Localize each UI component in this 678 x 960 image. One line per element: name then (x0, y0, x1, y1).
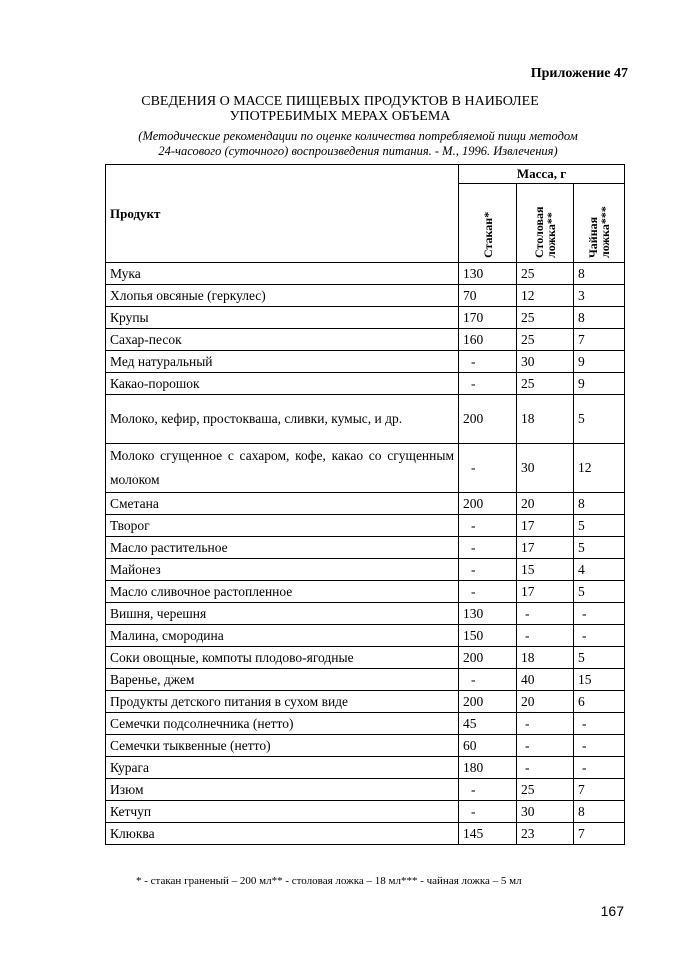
table-row (106, 801, 625, 823)
product-name-cell: Масло растительное (106, 537, 459, 559)
teaspoon-mass-cell: 8 (574, 493, 625, 515)
table-row (106, 713, 625, 735)
teaspoon-mass-cell: - (574, 757, 625, 779)
product-name-cell: Майонез (106, 559, 459, 581)
tablespoon-mass-cell: 23 (517, 823, 574, 845)
header-glass-label: Стакан* (480, 211, 495, 258)
teaspoon-mass-cell: 8 (574, 801, 625, 823)
teaspoon-mass-cell: 7 (574, 329, 625, 351)
glass-mass-cell: 145 (459, 823, 517, 845)
glass-mass-cell: 70 (459, 285, 517, 307)
tablespoon-mass-cell: - (517, 603, 574, 625)
product-name-cell: Продукты детского питания в сухом виде (106, 691, 459, 713)
glass-mass-cell: 45 (459, 713, 517, 735)
header-product: Продукт (106, 165, 459, 263)
glass-mass-cell: 200 (459, 647, 517, 669)
glass-mass-cell: - (459, 515, 517, 537)
table-body (106, 263, 625, 845)
document-title (80, 94, 600, 124)
teaspoon-mass-cell: 5 (574, 537, 625, 559)
tablespoon-mass-cell: 17 (517, 537, 574, 559)
glass-mass-cell: 180 (459, 757, 517, 779)
product-name-cell: Молоко сгущенное с сахаром, кофе, какао со сгущенным молоком (106, 444, 459, 493)
product-name-cell: Масло сливочное растопленное (106, 581, 459, 603)
food-mass-table (105, 164, 625, 845)
glass-mass-cell: - (459, 801, 517, 823)
header-tablespoon-line-2: ложка** (544, 212, 558, 258)
tablespoon-mass-cell: 25 (517, 329, 574, 351)
glass-mass-cell: - (459, 669, 517, 691)
table-row (106, 307, 625, 329)
tablespoon-mass-cell: 18 (517, 395, 574, 444)
product-name-cell: Творог (106, 515, 459, 537)
teaspoon-mass-cell: 7 (574, 779, 625, 801)
teaspoon-mass-cell: 8 (574, 307, 625, 329)
tablespoon-mass-cell: 12 (517, 285, 574, 307)
tablespoon-mass-cell: 25 (517, 779, 574, 801)
glass-mass-cell: 200 (459, 493, 517, 515)
glass-mass-cell: 130 (459, 263, 517, 285)
tablespoon-mass-cell: 30 (517, 444, 574, 493)
header-mass: Масса, г (459, 165, 625, 184)
teaspoon-mass-cell: 5 (574, 581, 625, 603)
product-name-cell: Семечки тыквенные (нетто) (106, 735, 459, 757)
header-teaspoon-line-1: Чайная (586, 216, 600, 258)
table-row (106, 647, 625, 669)
tablespoon-mass-cell: 17 (517, 581, 574, 603)
teaspoon-mass-cell: 3 (574, 285, 625, 307)
appendix-label: Приложение 47 (530, 66, 628, 81)
table-row (106, 625, 625, 647)
header-glass (459, 184, 517, 263)
glass-mass-cell: 200 (459, 395, 517, 444)
tablespoon-mass-cell: - (517, 713, 574, 735)
table-row (106, 757, 625, 779)
title-line-2: УПОТРЕБИМЫХ МЕРАХ ОБЪЕМА (229, 109, 451, 124)
glass-mass-cell: - (459, 581, 517, 603)
teaspoon-mass-cell: 8 (574, 263, 625, 285)
tablespoon-mass-cell: 17 (517, 515, 574, 537)
table-row (106, 779, 625, 801)
teaspoon-mass-cell: - (574, 625, 625, 647)
subtitle-line-2: 24-часового (суточного) воспроизведения питания. - М., 1996. Извлечения) (158, 144, 558, 158)
glass-mass-cell: 60 (459, 735, 517, 757)
table-row (106, 735, 625, 757)
header-teaspoon (574, 184, 625, 263)
product-name-cell: Клюква (106, 823, 459, 845)
teaspoon-mass-cell: 5 (574, 647, 625, 669)
teaspoon-mass-cell: 4 (574, 559, 625, 581)
tablespoon-mass-cell: 40 (517, 669, 574, 691)
tablespoon-mass-cell: - (517, 735, 574, 757)
product-name-cell: Мука (106, 263, 459, 285)
product-name-cell: Семечки подсолнечника (нетто) (106, 713, 459, 735)
glass-mass-cell: - (459, 373, 517, 395)
subtitle-line-1: (Методические рекомендации по оценке количества потребляемой пищи методом (138, 129, 578, 143)
table-row (106, 263, 625, 285)
glass-mass-cell: 170 (459, 307, 517, 329)
page-number: 167 (600, 903, 624, 919)
glass-mass-cell: - (459, 537, 517, 559)
table-row (106, 395, 625, 444)
table-row (106, 537, 625, 559)
table-row (106, 493, 625, 515)
teaspoon-mass-cell: 5 (574, 515, 625, 537)
tablespoon-mass-cell: 20 (517, 691, 574, 713)
teaspoon-mass-cell: 15 (574, 669, 625, 691)
glass-mass-cell: 200 (459, 691, 517, 713)
header-tablespoon-line-1: Столовая (532, 206, 546, 258)
table-row (106, 669, 625, 691)
product-name-cell: Мед натуральный (106, 351, 459, 373)
product-name-cell: Хлопья овсяные (геркулес) (106, 285, 459, 307)
glass-mass-cell: 160 (459, 329, 517, 351)
tablespoon-mass-cell: 25 (517, 307, 574, 329)
table-row (106, 581, 625, 603)
product-name-cell: Сметана (106, 493, 459, 515)
footnote: * - стакан граненый – 200 мл** - столовая ложка – 18 мл*** - чайная ложка – 5 мл (136, 875, 522, 887)
glass-mass-cell: - (459, 559, 517, 581)
glass-mass-cell: - (459, 444, 517, 493)
product-name-cell: Малина, смородина (106, 625, 459, 647)
product-name-cell: Какао-порошок (106, 373, 459, 395)
table-row (106, 351, 625, 373)
glass-mass-cell: 150 (459, 625, 517, 647)
tablespoon-mass-cell: - (517, 757, 574, 779)
title-line-1: СВЕДЕНИЯ О МАССЕ ПИЩЕВЫХ ПРОДУКТОВ В НАИБОЛЕЕ (141, 94, 539, 109)
tablespoon-mass-cell: 25 (517, 373, 574, 395)
teaspoon-mass-cell: 12 (574, 444, 625, 493)
teaspoon-mass-cell: 6 (574, 691, 625, 713)
table-row (106, 559, 625, 581)
teaspoon-mass-cell: 9 (574, 373, 625, 395)
tablespoon-mass-cell: 25 (517, 263, 574, 285)
table-row (106, 285, 625, 307)
teaspoon-mass-cell: - (574, 713, 625, 735)
product-name-cell: Варенье, джем (106, 669, 459, 691)
table-row (106, 329, 625, 351)
tablespoon-mass-cell: 18 (517, 647, 574, 669)
teaspoon-mass-cell: - (574, 735, 625, 757)
tablespoon-mass-cell: - (517, 625, 574, 647)
header-row-1 (106, 165, 625, 184)
table-row (106, 515, 625, 537)
product-name-cell: Молоко, кефир, простокваша, сливки, кумыс, и др. (106, 395, 459, 444)
product-name-cell: Крупы (106, 307, 459, 329)
tablespoon-mass-cell: 20 (517, 493, 574, 515)
header-tablespoon (517, 184, 574, 263)
table-row (106, 691, 625, 713)
tablespoon-mass-cell: 30 (517, 801, 574, 823)
product-name-cell: Сахар-песок (106, 329, 459, 351)
product-name-cell: Курага (106, 757, 459, 779)
teaspoon-mass-cell: 7 (574, 823, 625, 845)
glass-mass-cell: 130 (459, 603, 517, 625)
table-row (106, 603, 625, 625)
tablespoon-mass-cell: 30 (517, 351, 574, 373)
document-subtitle (88, 129, 628, 159)
product-name-cell: Кетчуп (106, 801, 459, 823)
table-row (106, 373, 625, 395)
table-row (106, 444, 625, 493)
product-name-cell: Вишня, черешня (106, 603, 459, 625)
product-name-cell: Соки овощные, компоты плодово-ягодные (106, 647, 459, 669)
tablespoon-mass-cell: 15 (517, 559, 574, 581)
teaspoon-mass-cell: 5 (574, 395, 625, 444)
product-name-cell: Изюм (106, 779, 459, 801)
table-row (106, 823, 625, 845)
header-teaspoon-line-2: ложка*** (598, 206, 612, 258)
glass-mass-cell: - (459, 351, 517, 373)
teaspoon-mass-cell: 9 (574, 351, 625, 373)
glass-mass-cell: - (459, 779, 517, 801)
teaspoon-mass-cell: - (574, 603, 625, 625)
